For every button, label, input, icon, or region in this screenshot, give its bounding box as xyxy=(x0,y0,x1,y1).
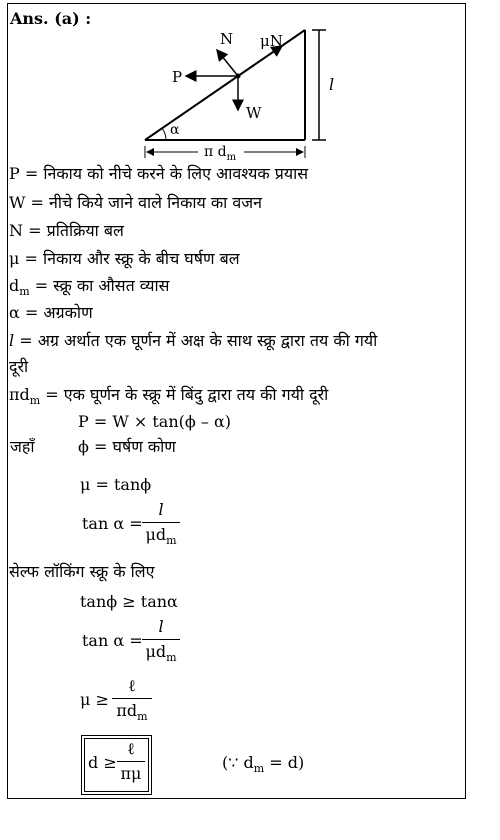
label-w: W xyxy=(246,104,262,122)
def-l-cont: दूरी xyxy=(9,357,29,376)
answer-heading: Ans. (a) : xyxy=(10,9,92,28)
where-label: जहाँ xyxy=(10,437,35,456)
label-l: l xyxy=(329,75,335,94)
mu-ge-lhs: μ ≥ xyxy=(80,690,109,709)
force-mun-arrow xyxy=(238,46,282,76)
label-base: π $d_m$ xyxy=(204,144,237,163)
def-pidm: $\pi d_m$ = एक घूर्णन के स्क्रू में बिंदु द्वारा तय की गयी दूरी xyxy=(9,385,329,407)
because-note: (∵ $d_m = d$) xyxy=(222,753,305,775)
force-n-arrow xyxy=(217,50,238,76)
equation-p: P = W × tan(ϕ – α) xyxy=(78,412,232,431)
tan-alpha-lhs-2: tan α = xyxy=(82,631,143,650)
label-n: N xyxy=(220,30,234,48)
def-w: W = नीचे किये जाने वाले निकाय का वजन xyxy=(9,193,263,212)
alpha-arc xyxy=(162,128,166,140)
def-p: P = निकाय को नीचे करने के लिए आवश्यक प्रयास xyxy=(9,164,309,183)
def-alpha: α = अग्रकोण xyxy=(9,303,93,322)
fraction-ell-over-pimu: ℓ πμ xyxy=(117,739,145,784)
phi-definition: ϕ = घर्षण कोण xyxy=(78,437,176,456)
label-p: P xyxy=(172,68,183,86)
contact-point xyxy=(236,74,241,79)
mu-equation: μ = tanϕ xyxy=(80,475,152,494)
tan-inequality: tanϕ ≥ tanα xyxy=(80,592,178,611)
label-mun: μN xyxy=(260,32,283,50)
def-dm: $d_m$ = स्क्रू का औसत व्यास xyxy=(9,276,170,298)
height-dimension xyxy=(312,30,326,140)
self-locking-heading: सेल्फ लॉकिंग स्क्रू के लिए xyxy=(9,562,155,581)
fraction-l-over-mud: l $\mu d_m$ xyxy=(142,500,180,551)
label-alpha: α xyxy=(170,122,180,138)
tan-alpha-lhs: tan α = xyxy=(82,514,143,533)
fraction-ell-over-pidm: ℓ $\pi d_m$ xyxy=(112,676,152,727)
d-ge-lhs: d ≥ xyxy=(88,753,117,772)
fraction-l-over-mud-2: l $\mu d_m$ xyxy=(142,617,180,668)
def-n: N = प्रतिक्रिया बल xyxy=(9,221,124,240)
screw-incline-diagram xyxy=(0,0,500,170)
def-l: l = अग्र अर्थात एक घूर्णन में अक्ष के साथ स्क्रू द्वारा तय की गयी xyxy=(9,331,378,350)
def-mu: μ = निकाय और स्क्रू के बीच घर्षण बल xyxy=(9,249,240,268)
